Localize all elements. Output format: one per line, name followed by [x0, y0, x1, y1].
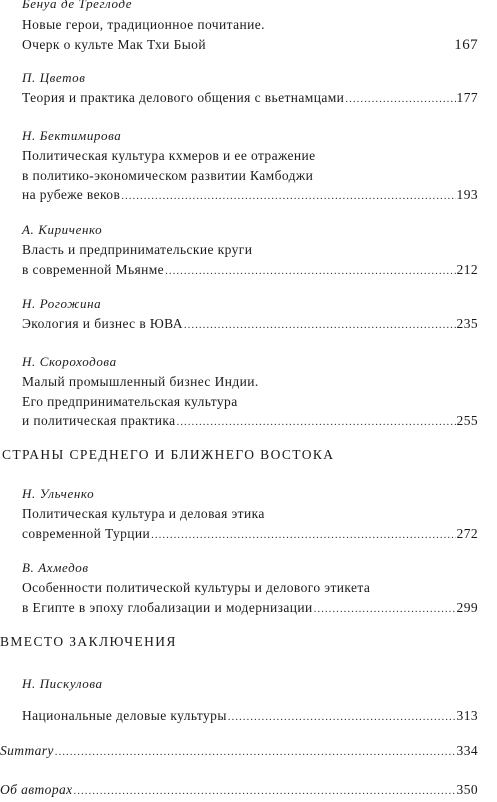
page-number: 255	[456, 413, 478, 428]
leader-dots	[151, 526, 455, 546]
toc-entry-summary	[0, 741, 478, 761]
toc-entry	[22, 128, 478, 205]
entry-title: Национальные деловые культуры	[22, 708, 227, 723]
entry-title-line: Особенности политической культуры и делового этикета	[22, 580, 371, 595]
entry-title-line: Новые герои, традиционное почитание.	[22, 17, 265, 32]
page-number: 350	[456, 782, 478, 797]
leader-dots	[55, 743, 456, 763]
toc-entry	[22, 486, 478, 543]
authors-label: Об авторах	[0, 782, 73, 797]
page-number: 167	[454, 36, 478, 53]
entry-title-line: Малый промышленный бизнес Индии.	[22, 374, 259, 389]
leader-dots	[177, 413, 456, 433]
leader-dots	[121, 187, 455, 207]
page-number: 272	[456, 525, 478, 541]
entry-title-row	[22, 185, 478, 205]
page-number: 235	[456, 316, 478, 331]
entry-author: П. Цветов	[22, 70, 86, 85]
leader-dots	[74, 782, 456, 802]
entry-title-row	[0, 741, 478, 761]
toc-entry	[22, 70, 478, 108]
entry-title-line: в политико-экономическом развитии Камбоджи	[22, 167, 314, 183]
leader-dots	[184, 316, 456, 336]
entry-author: Н. Ульченко	[22, 486, 95, 501]
entry-title: и политическая практика	[22, 413, 176, 428]
leader-dots	[345, 90, 455, 110]
entry-title-row	[22, 88, 478, 108]
summary-label: Summary	[0, 743, 54, 758]
entry-title: Экология и бизнес в ЮВА	[22, 316, 183, 331]
entry-title-row	[22, 314, 478, 334]
page-number: 193	[456, 187, 478, 202]
entry-title-line: Политическая культура и деловая этика	[22, 506, 265, 521]
page-number: 177	[456, 90, 478, 105]
entry-title-row	[0, 780, 478, 800]
leader-dots	[314, 600, 456, 620]
entry-title-row	[22, 35, 478, 55]
toc-entry	[22, 676, 478, 726]
entry-title: Теория и практика делового общения с вьетнамцами	[22, 90, 345, 105]
entry-title-line: Политическая культура кхмеров и ее отражение	[22, 148, 316, 163]
page-number: 212	[456, 261, 478, 277]
toc-entry	[22, 0, 478, 54]
entry-author: Н. Скороходова	[22, 354, 117, 369]
entry-title: в современной Мьянме	[22, 261, 165, 277]
entry-title: Очерк о культе Мак Тхи Быой	[22, 36, 206, 52]
leader-dots	[165, 262, 455, 282]
toc-entry-authors	[0, 780, 478, 800]
section-heading: СТРАНЫ СРЕДНЕГО И БЛИЖНЕГО ВОСТОКА	[2, 447, 335, 462]
entry-title-row	[22, 524, 478, 544]
entry-author: Н. Рогожина	[22, 296, 102, 311]
entry-title-row	[22, 260, 478, 280]
entry-author: А. Кириченко	[22, 222, 103, 237]
entry-author: Бенуа де Треглоде	[22, 0, 133, 11]
entry-title-line: Власть и предпринимательские круги	[22, 242, 253, 257]
entry-title: современной Турции	[22, 525, 151, 541]
entry-author: В. Ахмедов	[22, 560, 89, 575]
page-number: 313	[456, 708, 478, 723]
section-heading: ВМЕСТО ЗАКЛЮЧЕНИЯ	[0, 634, 177, 649]
page-number: 299	[456, 599, 478, 615]
leader-dots	[228, 708, 456, 728]
page-number: 334	[456, 743, 478, 758]
entry-title-line: Его предпринимательская культура	[22, 393, 238, 409]
entry-title: в Египте в эпоху глобализации и модернизации	[22, 599, 313, 615]
toc-entry	[22, 354, 478, 431]
entry-author: Н. Пискулова	[22, 676, 103, 691]
entry-title-row	[22, 411, 478, 431]
entry-title-row	[22, 598, 478, 618]
entry-title: на рубеже веков	[22, 187, 121, 202]
toc-entry	[22, 222, 478, 279]
toc-entry	[22, 560, 478, 617]
entry-author: Н. Бектимирова	[22, 128, 122, 143]
toc-entry	[22, 296, 478, 334]
entry-title-row	[22, 706, 478, 726]
